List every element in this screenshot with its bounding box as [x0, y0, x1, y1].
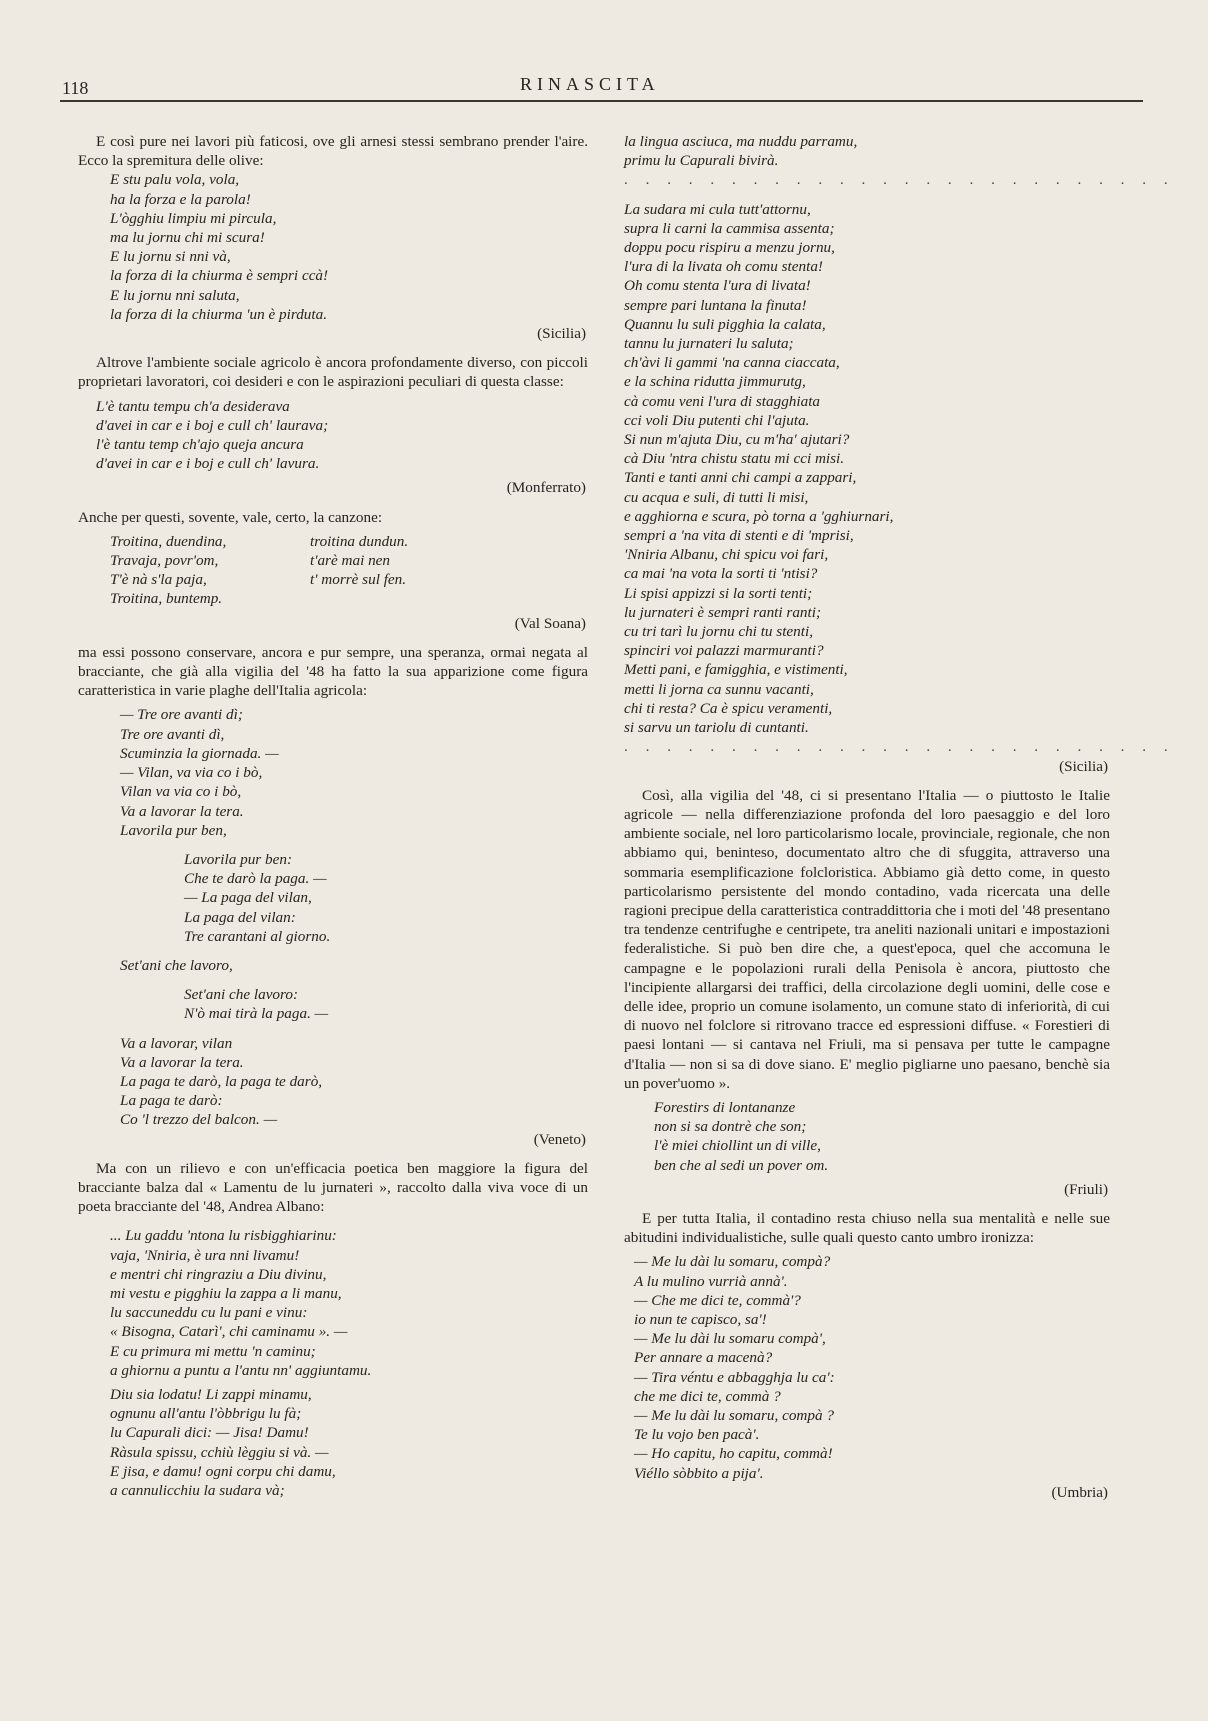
verse-line: — Me lu dài lu somaru compà', [634, 1330, 826, 1348]
verse-block [634, 1252, 1110, 1482]
verse-line: T'è nà s'la paja, [110, 571, 207, 589]
verse-line: lu jurnateri è sempri ranti ranti; [624, 603, 822, 621]
verse-line: la forza di la chiurma 'un è pirduta. [110, 305, 327, 323]
verse-line: Oh comu stenta l'ura di livata! [624, 277, 811, 295]
verse-line: A lu mulino vurrià annà'. [634, 1272, 788, 1290]
verse-line: E cu primura mi mettu 'n caminu; [110, 1342, 316, 1360]
paragraph: Altrove l'ambiente sociale agricolo è ancora profondamente diverso, con piccoli proprietari lavoratori, coi desideri e con le aspirazioni peculiari di questa classe: [78, 354, 588, 391]
verse-line: — Me lu dài lu somaru, compà ? [634, 1407, 834, 1424]
verse-line: che me dici te, commà ? [634, 1387, 781, 1405]
verse-line: sempre pari luntana la finuta! [624, 296, 807, 314]
verse-line: si sarvu un tariolu di cuntanti. [624, 719, 809, 737]
verse-line: L'ògghiu limpiu mi pircula, [110, 209, 277, 227]
verse-line: Viéllo sòbbito a pija'. [634, 1464, 764, 1482]
verse-line: ha la forza e la parola! [110, 190, 251, 208]
verse-line: ch'àvi li gammi 'na canna ciaccata, [624, 354, 840, 372]
verse-line: — Ho capitu, ho capitu, commà! [634, 1445, 833, 1463]
verse-line: N'ò mai tirà la paga. — [184, 1005, 329, 1023]
verse-line: Va a lavorar la tera. [120, 802, 244, 820]
verse-line: La sudara mi cula tutt'attornu, [624, 200, 811, 218]
verse-line: cu tri tarì lu jornu chi tu stenti, [624, 623, 813, 641]
verse-line: Te lu vojo ben pacà'. [634, 1426, 760, 1444]
verse-line: E stu palu vola, vola, [110, 171, 240, 189]
verse-line: ... Lu gaddu 'ntona lu risbigghiarinu: [110, 1227, 337, 1245]
source-label: (Veneto) [533, 1130, 586, 1148]
verse-line: La paga del vilan: [184, 908, 296, 926]
verse-line: mi vestu e pigghiu la zappa a li manu, [110, 1284, 342, 1302]
verse-line: cà Diu 'ntra chistu statu mi cci misi. [624, 450, 845, 468]
verse-line: ca mai 'na vota la sorti ti 'ntisi? [624, 565, 818, 583]
verse-line: Co 'l trezzo del balcon. — [120, 1111, 278, 1129]
verse-line: sempri a 'na vita di stenti e di 'mprisi, [624, 527, 854, 545]
verse-line: Li spisi appizzi si la sorti tenti; [624, 584, 813, 602]
verse-line: Set'ani che lavoro, [120, 956, 233, 974]
header-rule [60, 100, 1143, 102]
verse-line: d'avei in car e i boj e cull ch' lavura. [96, 455, 320, 473]
verse-line: a cannulicchiu la sudara và; [110, 1482, 285, 1499]
verse-block [184, 850, 588, 946]
verse-line: lu Capurali dici: — Jisa! Damu! [110, 1424, 309, 1442]
verse-line: l'è miei chiollint un di ville, [654, 1137, 821, 1155]
verse-block [110, 170, 588, 324]
verse-line: Lavorila pur ben, [120, 821, 227, 839]
verse-line: — La paga del vilan, [184, 889, 312, 907]
verse-line: E lu jornu si nni và, [110, 248, 231, 266]
source-label: (Val Soana) [514, 614, 586, 632]
verse-line: — Vilan, va via co i bò, [120, 764, 263, 782]
verse-line: d'avei in car e i boj e cull ch' laurava; [96, 416, 329, 434]
verse-line: L'è tantu tempu ch'a desiderava [96, 397, 290, 415]
verse-line: tannu lu jurnateri lu saluta; [624, 335, 794, 353]
verse-block [110, 1226, 588, 1380]
verse-line: Quannu lu suli pigghia la calata, [624, 315, 826, 333]
verse-line: cu acqua e suli, di tutti li misi, [624, 488, 809, 506]
verse-line: — Me lu dài lu somaru, compà? [634, 1253, 831, 1271]
verse-line: Diu sia lodatu! Li zappi minamu, [110, 1385, 312, 1403]
verse-line: non si sa dontrè che son; [654, 1118, 807, 1136]
verse-line: e mentri chi ringraziu a Diu divinu, [110, 1265, 327, 1283]
verse-block [184, 985, 588, 1023]
ellipsis-line: . . . . . . . . . . . . . . . . . . . . . . . . . . [624, 738, 1175, 756]
verse-line: Va a lavorar, vilan [120, 1034, 233, 1052]
verse-line: vaja, 'Nniria, è ura nni livamu! [110, 1246, 300, 1264]
verse-block [120, 956, 588, 975]
verse-line: ben che al sedi un pover om. [654, 1156, 829, 1174]
verse-line: lu saccuneddu cu lu pani e vinu: [110, 1304, 308, 1322]
right-column [624, 132, 1175, 1502]
verse-line: e agghiorna e scura, pò torna a 'gghiurnari, [624, 507, 894, 525]
verse-line: t' morrè sul fen. [310, 571, 407, 589]
verse-line: Tanti e tanti anni chi campi a zappari, [624, 469, 857, 487]
running-header: RINASCITA [520, 74, 660, 94]
left-column [78, 132, 588, 1500]
verse-line: l'è tantu temp ch'ajo queja ancura [96, 436, 304, 454]
verse-line: Scuminzia la giornada. — [120, 744, 279, 762]
verse-block [96, 397, 588, 474]
verse-line: Ràsula spissu, cchiù lèggiu si và. — [110, 1443, 329, 1461]
verse-line: la lingua asciuca, ma nuddu parramu, [624, 133, 858, 150]
verse-block [110, 1385, 588, 1500]
verse-line: doppu pocu rispiru a menzu jornu, [624, 239, 835, 257]
page-number: 118 [62, 78, 89, 98]
verse-line: t'arè mai nen [310, 552, 391, 570]
verse-line: a ghiornu a puntu a l'antu nn' aggiuntamu. [110, 1361, 372, 1379]
verse-line: la forza di la chiurma è sempri ccà! [110, 267, 329, 285]
verse-block [120, 705, 588, 839]
source-label: (Sicilia) [537, 325, 586, 343]
verse-line: Che te darò la paga. — [184, 870, 327, 888]
verse-line: Lavorila pur ben: [184, 850, 292, 868]
verse-line: io nun te capisco, sa'! [634, 1310, 767, 1328]
verse-line: spinciri voi palazzi marmuranti? [624, 642, 824, 660]
verse-line: ognunu all'antu l'òbbrigu lu fà; [110, 1405, 302, 1423]
verse-line: primu lu Capurali bivirà. [624, 152, 779, 170]
verse-line: supra li carni la cammisa assenta; [624, 219, 835, 237]
paragraph: Anche per questi, sovente, vale, certo, la canzone: [78, 508, 383, 526]
verse-block [120, 1034, 588, 1130]
verse-line: cà comu veni l'ura di stagghiata [624, 392, 821, 410]
source-label: (Sicilia) [1059, 757, 1108, 775]
verse-line: cci voli Diu putenti chi l'ajuta. [624, 411, 810, 429]
verse-line: e la schina ridutta jimmurutg, [624, 373, 806, 391]
verse-line: E lu jornu nni saluta, [110, 286, 240, 304]
paragraph: E così pure nei lavori più faticosi, ove gli arnesi stessi sembrano prender l'aire. Ecco la spremitura delle olive: [78, 133, 588, 170]
verse-line: Tre ore avanti dì, [120, 725, 225, 743]
verse-line: Tre carantani al giorno. [184, 927, 331, 945]
source-label: (Monferrato) [506, 479, 586, 497]
verse-block [624, 200, 1110, 738]
verse-block [624, 132, 1110, 170]
verse-line: l'ura di la livata oh comu stenta! [624, 258, 823, 276]
verse-line: Troitina, duendina, [110, 532, 227, 550]
verse-line: Si nun m'ajuta Diu, cu m'ha' ajutari? [624, 431, 850, 449]
verse-line: ma lu jornu chi mi scura! [110, 229, 265, 247]
verse-line: « Bisogna, Catarì', chi caminamu ». — [110, 1323, 348, 1341]
verse-block [654, 1098, 1110, 1175]
verse-line: Set'ani che lavoro: [184, 986, 299, 1004]
verse-line: — Che me dici te, commà'? [634, 1291, 801, 1309]
source-label: (Friuli) [1064, 1180, 1108, 1198]
paragraph: Ma con un rilievo e con un'efficacia poetica ben maggiore la figura del bracciante balza dal « Lamentu de lu jurnateri », raccolto dalla viva voce di un poeta bracciante del '48, Andrea Albano: [78, 1159, 588, 1216]
verse-line: Travaja, povr'om, [110, 552, 219, 570]
verse-line: chi ti resta? Ca è spicu veramenti, [624, 699, 833, 717]
verse-line: Per annare a macenà? [634, 1349, 773, 1367]
verse-line: — Tira véntu e abbagghja lu ca': [634, 1368, 835, 1386]
verse-block [310, 532, 408, 609]
source-label: (Umbria) [1051, 1483, 1108, 1501]
verse-line: metti li jorna ca sunnu vacanti, [624, 680, 814, 698]
verse-line: La paga te darò: [120, 1092, 223, 1110]
verse-line: troitina dundun. [310, 532, 409, 550]
verse-line: Metti pani, e famigghia, e vistimenti, [624, 661, 848, 679]
paragraph: E per tutta Italia, il contadino resta chiuso nella sua mentalità e nelle sue abitudini individualistiche, sulle quali questo canto umbro ironizza: [624, 1209, 1110, 1247]
verse-line: Troitina, buntemp. [110, 590, 223, 608]
verse-line: — Tre ore avanti dì; [120, 706, 243, 724]
paragraph: Così, alla vigilia del '48, ci si presentano l'Italia — o piuttosto le Italie agricole — nella differenziazione profonda del loro paesaggio e del loro ambiente sociale, nel loro particolarismo locale, provinciale, regionale, che non abbiamo qui, beninteso, documentato altro che di sfuggita, attraverso una sommaria esemplificazione folcloristica. Abbiamo già detto come, in questo particolarismo persistente del mondo contadino, vada ricercata una delle ragioni precipue della caratteristica contraddittoria che i moti del '48 presentano tra tendenze centrifughe e centripete, tra aneliti nazionali unitari e impostazioni federalistiche. Si può ben dire che, a quest'epoca, quel che accomuna le campagne e le popolazioni rurali della Penisola è ancora, piuttosto che l'incipiente allargarsi dei traffici, della circolazione degli uomini, delle cose e delle idee, proprio un comune isolamento, un comune stato di inferiorità, di cui di nuovo nel folclore si ritrovano tracce ed espressioni diffuse. « Forestieri di paesi lontani — si cantava nel Friuli, ma si pensava per tutte le campagne d'Italia — non si sa di dove siano. E' meglio pigliarne uno paesano, benchè sia un pover'uomo ». [624, 786, 1110, 1092]
verse-line: E jisa, e damu! ogni corpu chi damu, [110, 1462, 336, 1480]
ellipsis-line: . . . . . . . . . . . . . . . . . . . . . . . . . . [624, 171, 1175, 189]
paragraph: ma essi possono conservare, ancora e pur sempre, una speranza, ormai negata al bracciante, che già alla vigilia del '48 ha fatto la sua apparizione come figura caratteristica in varie plaghe dell'Italia agricola: [78, 643, 588, 700]
verse-block [110, 532, 310, 609]
verse-line: La paga te darò, la paga te darò, [120, 1072, 323, 1090]
verse-line: Forestirs di lontananze [654, 1098, 796, 1116]
verse-line: Va a lavorar la tera. [120, 1053, 244, 1071]
verse-line: Vilan va via co i bò, [120, 783, 242, 801]
verse-two-columns [110, 532, 588, 609]
verse-line: 'Nniria Albanu, chi spicu voi fari, [624, 546, 829, 564]
